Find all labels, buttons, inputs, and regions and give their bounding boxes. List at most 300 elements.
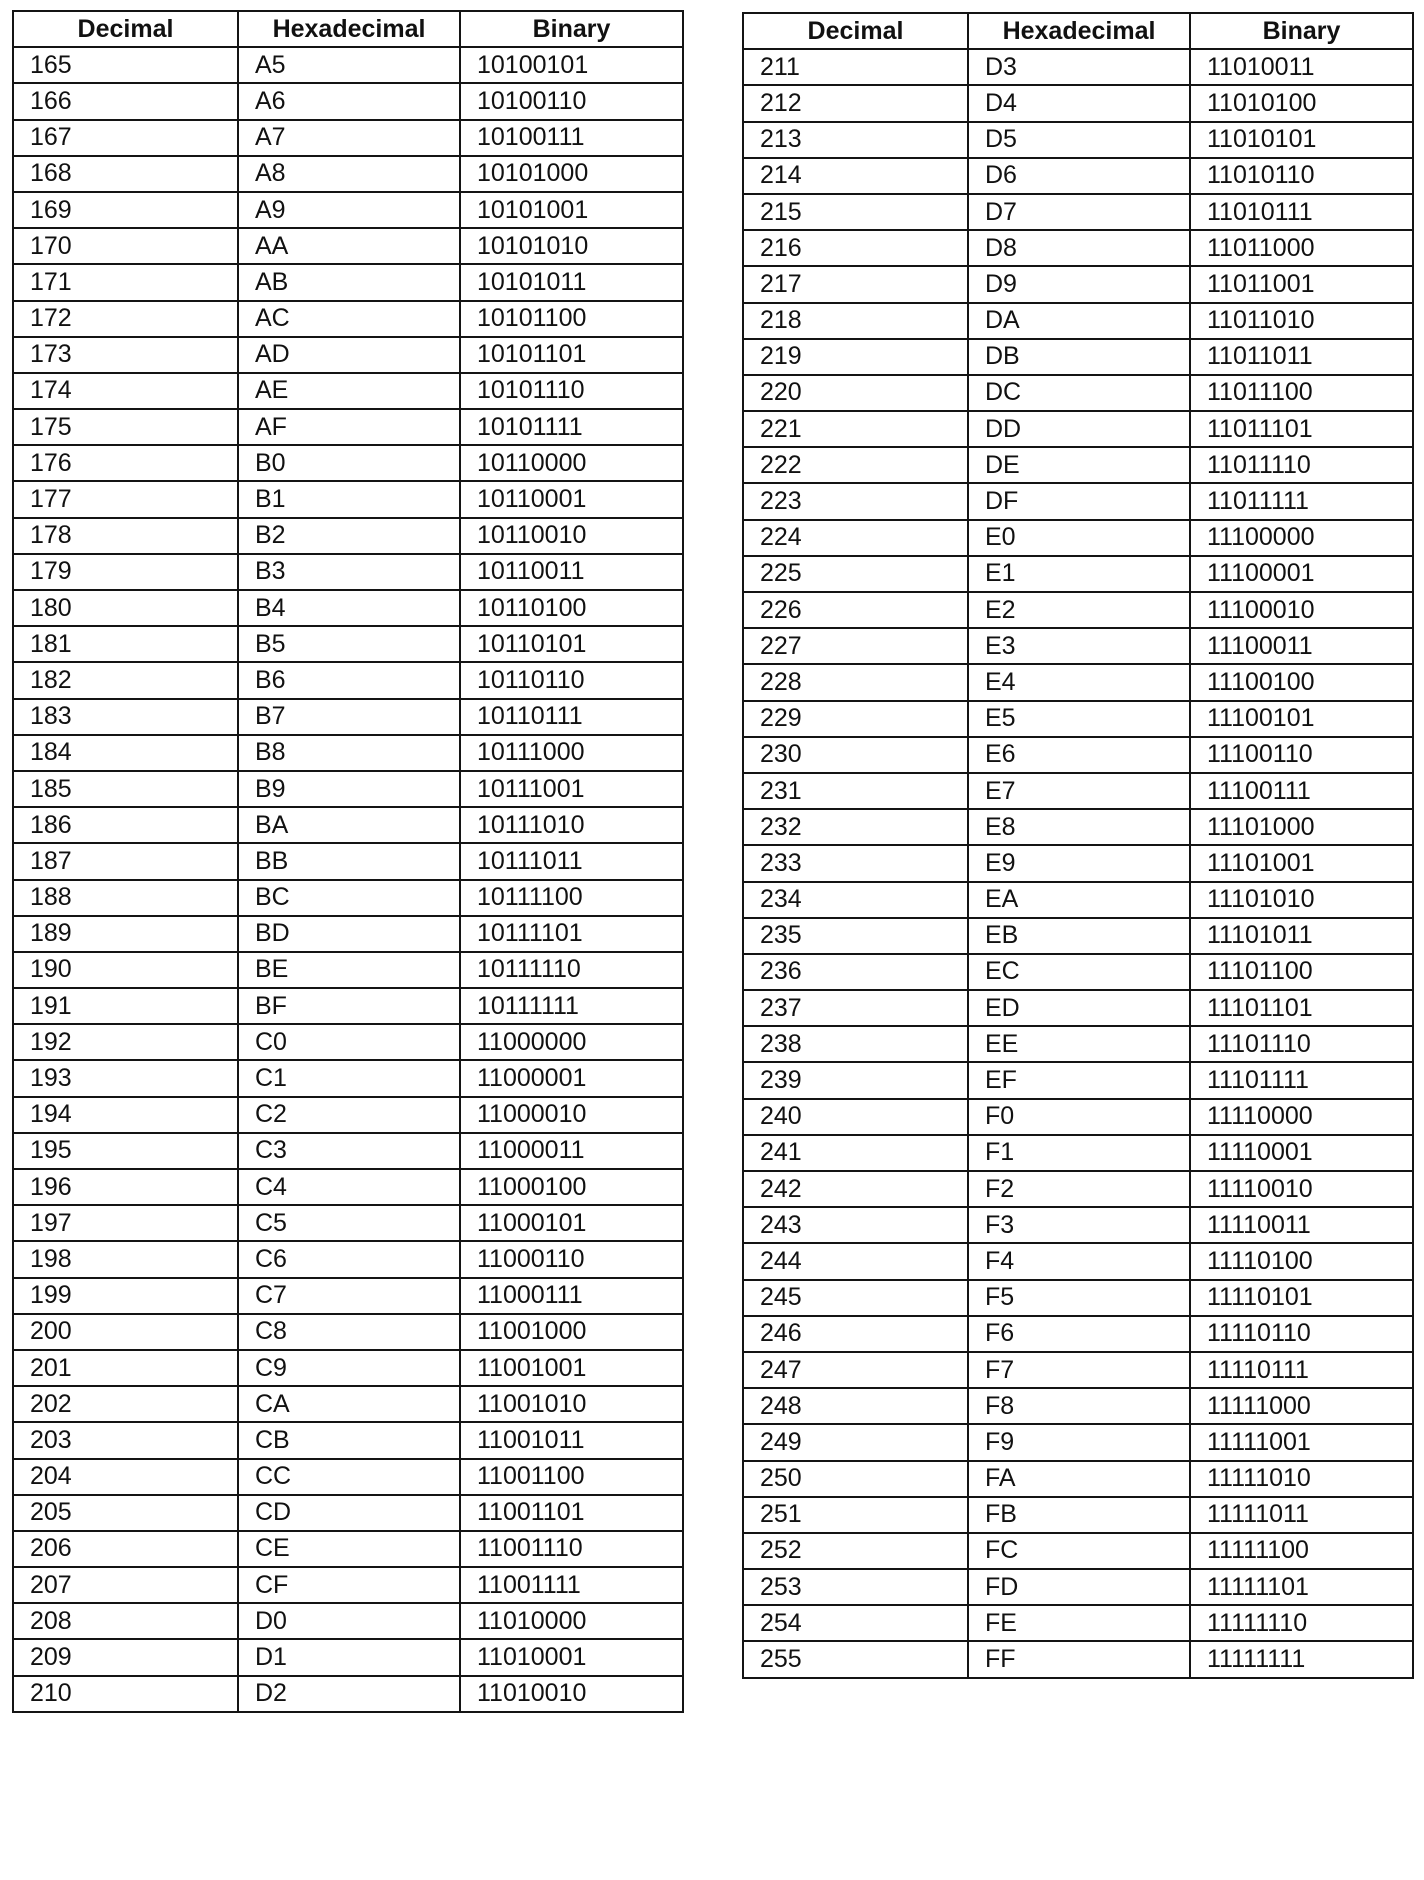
- hexadecimal-cell: FA: [968, 1461, 1190, 1497]
- hexadecimal-cell: B1: [238, 481, 460, 517]
- hexadecimal-cell: FD: [968, 1569, 1190, 1605]
- binary-cell: 10110000: [460, 445, 683, 481]
- hexadecimal-cell: DB: [968, 339, 1190, 375]
- decimal-cell: 242: [743, 1171, 968, 1207]
- decimal-cell: 213: [743, 122, 968, 158]
- hexadecimal-cell: B8: [238, 735, 460, 771]
- decimal-cell: 184: [13, 735, 238, 771]
- binary-cell: 11001011: [460, 1422, 683, 1458]
- hexadecimal-cell: C9: [238, 1350, 460, 1386]
- hexadecimal-cell: C8: [238, 1314, 460, 1350]
- binary-cell: 11001001: [460, 1350, 683, 1386]
- hexadecimal-cell: AD: [238, 337, 460, 373]
- table-row: [743, 1461, 1413, 1497]
- binary-cell: 11010000: [460, 1603, 683, 1639]
- table-row: [743, 1280, 1413, 1316]
- decimal-cell: 220: [743, 375, 968, 411]
- decimal-cell: 238: [743, 1026, 968, 1062]
- hexadecimal-cell: C2: [238, 1097, 460, 1133]
- decimal-cell: 172: [13, 301, 238, 337]
- binary-cell: 10111110: [460, 952, 683, 988]
- decimal-header: Decimal: [13, 11, 238, 47]
- hexadecimal-cell: F4: [968, 1243, 1190, 1279]
- table-row: [13, 988, 683, 1024]
- table-row: [13, 1459, 683, 1495]
- binary-cell: 11100111: [1190, 773, 1413, 809]
- table-row: [13, 409, 683, 445]
- decimal-cell: 222: [743, 447, 968, 483]
- hexadecimal-cell: E9: [968, 845, 1190, 881]
- binary-cell: 11100100: [1190, 664, 1413, 700]
- decimal-cell: 237: [743, 990, 968, 1026]
- hexadecimal-cell: A8: [238, 156, 460, 192]
- table-row: [13, 1639, 683, 1675]
- binary-cell: 11110111: [1190, 1352, 1413, 1388]
- conversion-table-right: [742, 12, 1414, 1679]
- hexadecimal-cell: F6: [968, 1316, 1190, 1352]
- hexadecimal-cell: D2: [238, 1676, 460, 1712]
- hexadecimal-cell: F8: [968, 1388, 1190, 1424]
- hexadecimal-cell: BE: [238, 952, 460, 988]
- binary-cell: 10101001: [460, 192, 683, 228]
- binary-cell: 10110101: [460, 626, 683, 662]
- table-row: [743, 592, 1413, 628]
- hexadecimal-cell: AC: [238, 301, 460, 337]
- binary-cell: 11111011: [1190, 1497, 1413, 1533]
- hexadecimal-cell: FE: [968, 1605, 1190, 1641]
- decimal-cell: 234: [743, 882, 968, 918]
- decimal-cell: 204: [13, 1459, 238, 1495]
- hexadecimal-cell: C7: [238, 1278, 460, 1314]
- binary-cell: 10110011: [460, 554, 683, 590]
- decimal-cell: 210: [13, 1676, 238, 1712]
- hexadecimal-cell: F5: [968, 1280, 1190, 1316]
- binary-cell: 11101110: [1190, 1026, 1413, 1062]
- hexadecimal-cell: F3: [968, 1207, 1190, 1243]
- table-row: [743, 628, 1413, 664]
- binary-cell: 11010010: [460, 1676, 683, 1712]
- hexadecimal-cell: F1: [968, 1135, 1190, 1171]
- table-row: [743, 483, 1413, 519]
- decimal-cell: 253: [743, 1569, 968, 1605]
- decimal-cell: 186: [13, 807, 238, 843]
- decimal-cell: 178: [13, 518, 238, 554]
- table-row: [743, 1171, 1413, 1207]
- binary-cell: 11100110: [1190, 737, 1413, 773]
- table-row: [743, 809, 1413, 845]
- decimal-cell: 235: [743, 918, 968, 954]
- table-row: [743, 1569, 1413, 1605]
- hexadecimal-cell: B4: [238, 590, 460, 626]
- decimal-cell: 240: [743, 1099, 968, 1135]
- binary-cell: 10101110: [460, 373, 683, 409]
- table-row: [743, 918, 1413, 954]
- decimal-cell: 194: [13, 1097, 238, 1133]
- table-row: [13, 590, 683, 626]
- binary-cell: 11101010: [1190, 882, 1413, 918]
- table-row: [743, 194, 1413, 230]
- table-row: [743, 1316, 1413, 1352]
- binary-cell: 10110010: [460, 518, 683, 554]
- binary-cell: 11101111: [1190, 1062, 1413, 1098]
- hexadecimal-cell: B7: [238, 699, 460, 735]
- binary-cell: 11000101: [460, 1205, 683, 1241]
- hexadecimal-cell: BC: [238, 880, 460, 916]
- binary-cell: 11110000: [1190, 1099, 1413, 1135]
- hexadecimal-cell: D5: [968, 122, 1190, 158]
- table-row: [13, 83, 683, 119]
- table-row: [743, 158, 1413, 194]
- hexadecimal-cell: AF: [238, 409, 460, 445]
- table-row: [13, 626, 683, 662]
- binary-cell: 10111001: [460, 771, 683, 807]
- binary-cell: 11110110: [1190, 1316, 1413, 1352]
- decimal-cell: 223: [743, 483, 968, 519]
- table-row: [13, 1350, 683, 1386]
- decimal-cell: 227: [743, 628, 968, 664]
- binary-cell: 11000010: [460, 1097, 683, 1133]
- table-row: [13, 1241, 683, 1277]
- decimal-cell: 208: [13, 1603, 238, 1639]
- binary-cell: 11111111: [1190, 1641, 1413, 1677]
- binary-header: Binary: [460, 11, 683, 47]
- hexadecimal-header: Hexadecimal: [238, 11, 460, 47]
- hexadecimal-cell: E3: [968, 628, 1190, 664]
- table-row: [13, 554, 683, 590]
- decimal-cell: 181: [13, 626, 238, 662]
- hexadecimal-cell: E0: [968, 520, 1190, 556]
- table-row: [13, 1097, 683, 1133]
- decimal-cell: 247: [743, 1352, 968, 1388]
- table-row: [13, 1278, 683, 1314]
- binary-cell: 11110100: [1190, 1243, 1413, 1279]
- hexadecimal-cell: ED: [968, 990, 1190, 1026]
- table-row: [743, 1533, 1413, 1569]
- decimal-cell: 180: [13, 590, 238, 626]
- binary-cell: 10100110: [460, 83, 683, 119]
- table-row: [13, 843, 683, 879]
- decimal-cell: 232: [743, 809, 968, 845]
- hexadecimal-cell: F9: [968, 1424, 1190, 1460]
- decimal-cell: 215: [743, 194, 968, 230]
- binary-cell: 11101001: [1190, 845, 1413, 881]
- table-row: [743, 1026, 1413, 1062]
- decimal-cell: 219: [743, 339, 968, 375]
- decimal-cell: 166: [13, 83, 238, 119]
- hexadecimal-cell: B3: [238, 554, 460, 590]
- table-row: [13, 337, 683, 373]
- decimal-cell: 189: [13, 916, 238, 952]
- decimal-cell: 254: [743, 1605, 968, 1641]
- decimal-cell: 185: [13, 771, 238, 807]
- binary-cell: 11001101: [460, 1495, 683, 1531]
- binary-cell: 11111001: [1190, 1424, 1413, 1460]
- binary-cell: 10111111: [460, 988, 683, 1024]
- hexadecimal-cell: EA: [968, 882, 1190, 918]
- binary-cell: 11111010: [1190, 1461, 1413, 1497]
- binary-cell: 10111010: [460, 807, 683, 843]
- table-row: [743, 1135, 1413, 1171]
- table-row: [13, 1314, 683, 1350]
- binary-cell: 10101111: [460, 409, 683, 445]
- decimal-cell: 197: [13, 1205, 238, 1241]
- decimal-cell: 221: [743, 411, 968, 447]
- decimal-cell: 243: [743, 1207, 968, 1243]
- decimal-cell: 200: [13, 1314, 238, 1350]
- binary-cell: 11101101: [1190, 990, 1413, 1026]
- table-row: [743, 556, 1413, 592]
- table-row: [13, 481, 683, 517]
- binary-cell: 10110110: [460, 662, 683, 698]
- binary-cell: 10101100: [460, 301, 683, 337]
- hexadecimal-cell: A6: [238, 83, 460, 119]
- decimal-cell: 216: [743, 230, 968, 266]
- binary-cell: 10101000: [460, 156, 683, 192]
- table-row: [743, 1388, 1413, 1424]
- decimal-cell: 198: [13, 1241, 238, 1277]
- table-row: [13, 952, 683, 988]
- decimal-cell: 248: [743, 1388, 968, 1424]
- table-row: [743, 954, 1413, 990]
- table-row: [13, 807, 683, 843]
- hexadecimal-cell: B5: [238, 626, 460, 662]
- hexadecimal-cell: DC: [968, 375, 1190, 411]
- decimal-cell: 212: [743, 85, 968, 121]
- hexadecimal-cell: C0: [238, 1024, 460, 1060]
- decimal-cell: 218: [743, 303, 968, 339]
- table-row: [13, 735, 683, 771]
- hexadecimal-cell: CE: [238, 1531, 460, 1567]
- hexadecimal-cell: AE: [238, 373, 460, 409]
- binary-cell: 11111101: [1190, 1569, 1413, 1605]
- table-row: [743, 266, 1413, 302]
- binary-cell: 11111000: [1190, 1388, 1413, 1424]
- hexadecimal-cell: D8: [968, 230, 1190, 266]
- table-row: [13, 662, 683, 698]
- table-row: [743, 375, 1413, 411]
- hexadecimal-cell: CF: [238, 1567, 460, 1603]
- decimal-cell: 203: [13, 1422, 238, 1458]
- decimal-cell: 241: [743, 1135, 968, 1171]
- decimal-cell: 233: [743, 845, 968, 881]
- table-row: [743, 664, 1413, 700]
- decimal-cell: 249: [743, 1424, 968, 1460]
- binary-cell: 11111110: [1190, 1605, 1413, 1641]
- hexadecimal-cell: DA: [968, 303, 1190, 339]
- decimal-cell: 209: [13, 1639, 238, 1675]
- decimal-cell: 207: [13, 1567, 238, 1603]
- hexadecimal-cell: EE: [968, 1026, 1190, 1062]
- binary-cell: 11001100: [460, 1459, 683, 1495]
- binary-cell: 11000100: [460, 1169, 683, 1205]
- table-row: [13, 1205, 683, 1241]
- hexadecimal-cell: D1: [238, 1639, 460, 1675]
- table-row: [13, 1603, 683, 1639]
- hexadecimal-header: Hexadecimal: [968, 13, 1190, 49]
- decimal-cell: 246: [743, 1316, 968, 1352]
- binary-cell: 11000111: [460, 1278, 683, 1314]
- table-row: [743, 411, 1413, 447]
- decimal-cell: 176: [13, 445, 238, 481]
- hexadecimal-cell: F0: [968, 1099, 1190, 1135]
- decimal-cell: 173: [13, 337, 238, 373]
- decimal-header: Decimal: [743, 13, 968, 49]
- binary-cell: 10101101: [460, 337, 683, 373]
- binary-cell: 10100101: [460, 47, 683, 83]
- hexadecimal-cell: F7: [968, 1352, 1190, 1388]
- binary-cell: 11001110: [460, 1531, 683, 1567]
- binary-cell: 11010011: [1190, 49, 1413, 85]
- binary-cell: 11001111: [460, 1567, 683, 1603]
- hexadecimal-cell: BF: [238, 988, 460, 1024]
- table-row: [13, 916, 683, 952]
- decimal-cell: 202: [13, 1386, 238, 1422]
- decimal-cell: 252: [743, 1533, 968, 1569]
- table-row: [743, 1207, 1413, 1243]
- decimal-cell: 231: [743, 773, 968, 809]
- hexadecimal-cell: A9: [238, 192, 460, 228]
- conversion-table-left: [12, 10, 684, 1713]
- binary-cell: 11011001: [1190, 266, 1413, 302]
- hexadecimal-cell: CC: [238, 1459, 460, 1495]
- decimal-cell: 187: [13, 843, 238, 879]
- table-row: [743, 122, 1413, 158]
- table-row: [743, 447, 1413, 483]
- binary-cell: 11110101: [1190, 1280, 1413, 1316]
- decimal-cell: 245: [743, 1280, 968, 1316]
- binary-cell: 10111011: [460, 843, 683, 879]
- table-row: [13, 1531, 683, 1567]
- binary-cell: 11110011: [1190, 1207, 1413, 1243]
- decimal-cell: 228: [743, 664, 968, 700]
- binary-cell: 11011110: [1190, 447, 1413, 483]
- hexadecimal-cell: FF: [968, 1641, 1190, 1677]
- hexadecimal-cell: AB: [238, 264, 460, 300]
- decimal-cell: 255: [743, 1641, 968, 1677]
- binary-cell: 11011011: [1190, 339, 1413, 375]
- table-row: [743, 1062, 1413, 1098]
- decimal-cell: 165: [13, 47, 238, 83]
- hexadecimal-cell: D7: [968, 194, 1190, 230]
- decimal-cell: 195: [13, 1133, 238, 1169]
- table-row: [743, 303, 1413, 339]
- table-row: [13, 156, 683, 192]
- table-row: [743, 1424, 1413, 1460]
- decimal-cell: 211: [743, 49, 968, 85]
- hexadecimal-cell: B0: [238, 445, 460, 481]
- hexadecimal-cell: C4: [238, 1169, 460, 1205]
- hexadecimal-cell: E8: [968, 809, 1190, 845]
- table-row: [743, 1605, 1413, 1641]
- hexadecimal-cell: C1: [238, 1060, 460, 1096]
- decimal-cell: 174: [13, 373, 238, 409]
- header-row: [743, 13, 1413, 49]
- decimal-cell: 182: [13, 662, 238, 698]
- table-row: [13, 771, 683, 807]
- decimal-cell: 196: [13, 1169, 238, 1205]
- binary-cell: 11010101: [1190, 122, 1413, 158]
- hexadecimal-cell: BB: [238, 843, 460, 879]
- table-row: [13, 1024, 683, 1060]
- hexadecimal-cell: C3: [238, 1133, 460, 1169]
- decimal-cell: 192: [13, 1024, 238, 1060]
- table-body: [13, 47, 683, 1712]
- hexadecimal-cell: D3: [968, 49, 1190, 85]
- decimal-cell: 188: [13, 880, 238, 916]
- binary-cell: 11000000: [460, 1024, 683, 1060]
- hexadecimal-cell: DE: [968, 447, 1190, 483]
- table-row: [743, 701, 1413, 737]
- table-row: [13, 1495, 683, 1531]
- decimal-cell: 251: [743, 1497, 968, 1533]
- binary-cell: 11011101: [1190, 411, 1413, 447]
- table-row: [13, 373, 683, 409]
- binary-cell: 10110001: [460, 481, 683, 517]
- decimal-cell: 214: [743, 158, 968, 194]
- table-row: [13, 192, 683, 228]
- table-row: [743, 49, 1413, 85]
- hexadecimal-cell: D0: [238, 1603, 460, 1639]
- table-row: [743, 1641, 1413, 1677]
- hexadecimal-cell: D6: [968, 158, 1190, 194]
- binary-cell: 11100011: [1190, 628, 1413, 664]
- binary-cell: 11111100: [1190, 1533, 1413, 1569]
- binary-cell: 11000001: [460, 1060, 683, 1096]
- decimal-cell: 179: [13, 554, 238, 590]
- hexadecimal-cell: AA: [238, 228, 460, 264]
- hexadecimal-cell: A7: [238, 120, 460, 156]
- binary-cell: 11010100: [1190, 85, 1413, 121]
- table-row: [13, 120, 683, 156]
- hexadecimal-cell: B2: [238, 518, 460, 554]
- decimal-cell: 201: [13, 1350, 238, 1386]
- hexadecimal-cell: D4: [968, 85, 1190, 121]
- table-row: [743, 773, 1413, 809]
- binary-cell: 10111101: [460, 916, 683, 952]
- table-row: [743, 845, 1413, 881]
- hexadecimal-cell: D9: [968, 266, 1190, 302]
- decimal-cell: 183: [13, 699, 238, 735]
- decimal-cell: 193: [13, 1060, 238, 1096]
- hexadecimal-cell: B6: [238, 662, 460, 698]
- hexadecimal-cell: FB: [968, 1497, 1190, 1533]
- binary-cell: 11110001: [1190, 1135, 1413, 1171]
- table-row: [13, 1567, 683, 1603]
- hexadecimal-cell: A5: [238, 47, 460, 83]
- table-row: [13, 699, 683, 735]
- table-row: [13, 445, 683, 481]
- hexadecimal-cell: DD: [968, 411, 1190, 447]
- binary-cell: 11010110: [1190, 158, 1413, 194]
- binary-header: Binary: [1190, 13, 1413, 49]
- binary-cell: 11000110: [460, 1241, 683, 1277]
- decimal-cell: 191: [13, 988, 238, 1024]
- decimal-cell: 244: [743, 1243, 968, 1279]
- decimal-cell: 239: [743, 1062, 968, 1098]
- binary-cell: 11110010: [1190, 1171, 1413, 1207]
- hexadecimal-cell: EF: [968, 1062, 1190, 1098]
- decimal-cell: 236: [743, 954, 968, 990]
- hexadecimal-cell: C6: [238, 1241, 460, 1277]
- decimal-cell: 206: [13, 1531, 238, 1567]
- binary-cell: 11000011: [460, 1133, 683, 1169]
- table-row: [13, 47, 683, 83]
- table-row: [743, 1243, 1413, 1279]
- hexadecimal-cell: BD: [238, 916, 460, 952]
- hexadecimal-cell: DF: [968, 483, 1190, 519]
- binary-cell: 10111100: [460, 880, 683, 916]
- binary-cell: 11100000: [1190, 520, 1413, 556]
